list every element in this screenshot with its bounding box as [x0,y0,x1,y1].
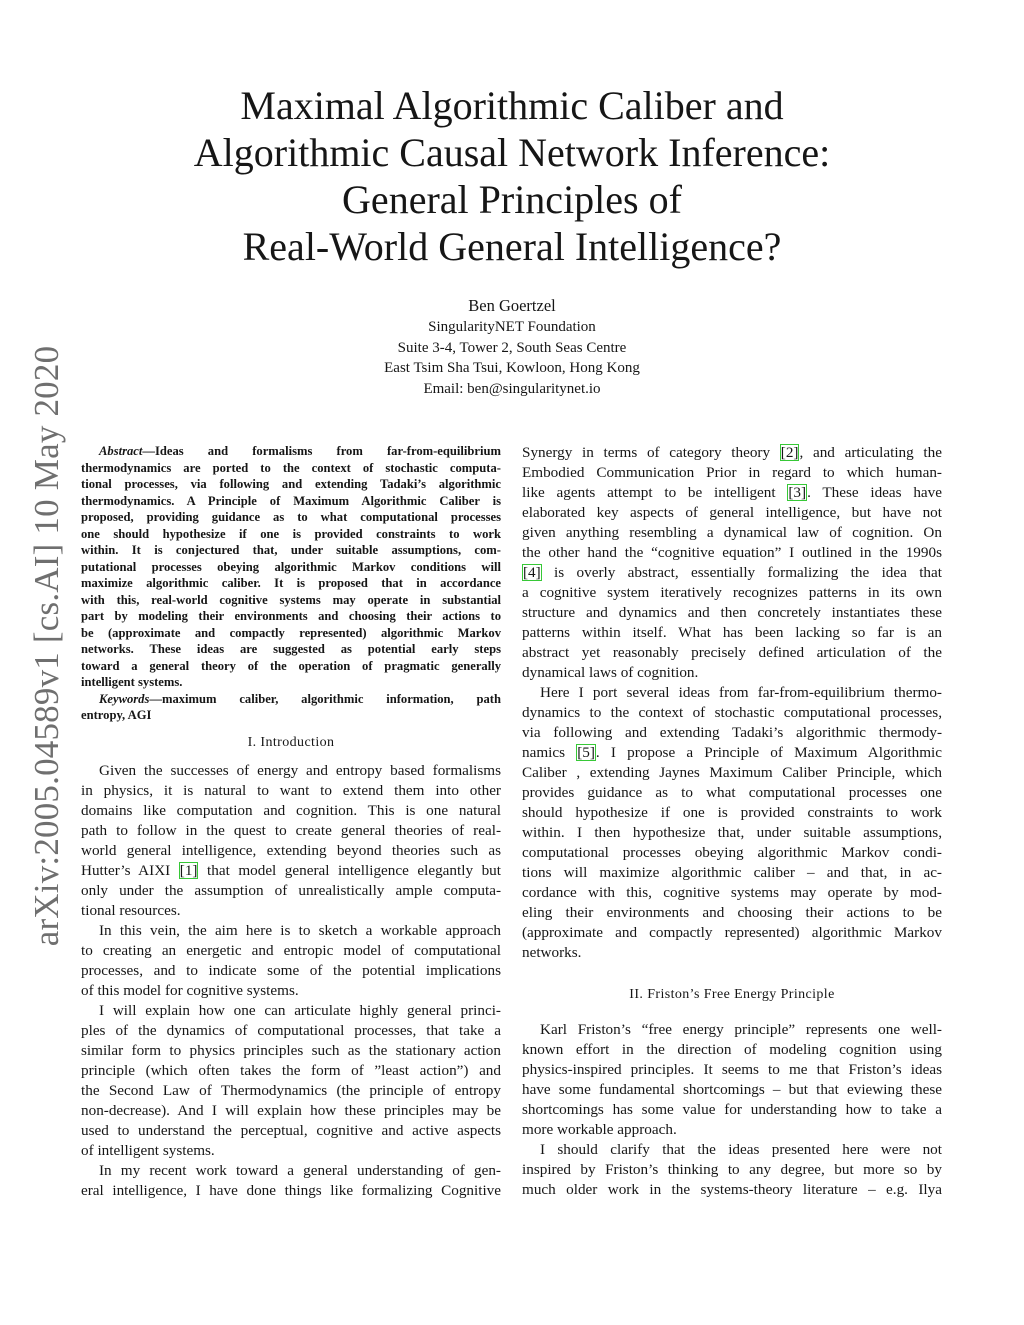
right-column [522,443,942,1200]
friston-body: Karl Friston’s “free energy principle” represents one well- known effort in the direction of modeling cognition using physics-inspired principles. It seems to me that Friston’s ideas have some fundamental shortcomings – but that eviewing these shortcomings has some value for understanding how to take a more workable approach. I should clarify that the ideas presented here were not inspired by Friston’s thinking to any degree, but more so by much older work in the systems-theory literature – e.g. Ilya [522,1021,942,1198]
title-line: Maximal Algorithmic Caliber and [240,83,784,128]
section-heading-introduction: I. Introduction [247,734,335,750]
title-line: Real-World General Intelligence? [242,224,782,269]
author-block [0,295,1024,399]
left-column [81,443,501,1201]
abstract: Abstract—Ideas and formalisms from far-from-equilibrium thermodynamics are ported to the context of stochastic computa- tional processes, via following and extending Tadaki’s algorithmic thermodynamics. A Principle of Maximum Algorithmic Caliber is proposed, providing guidance as to what computational processes one should hypothesize if one is provided constraints to work within. It is conjectured that, under suitable assumptions, com- putational processes obeying algorithmic Markov conditions will maximize algorithmic caliber. It is proposed that in accordance with this, real-world cognitive systems may operate in substantial part by modeling their environments and choosing their actions to be (approximate and compactly represented) algorithmic Markov networks. These ideas are suggested as potential early steps toward a general theory of the operation of pragmatic generally intelligent systems. Keywords—maximum caliber, algorithmic information, path entropy, AGI [81,444,501,722]
introduction-continued: Synergy in terms of category theory [2], and articulating the Embodied Communication Prior in regard to which human- like agents attempt to be intelligent [3]. These ideas have elaborated key aspects of general intelligence, but have not given anything resembling a dynamical law of cognition. On the other hand the “cognitive equation” I outlined in the 1990s [4] is overly abstract, essentially formalizing the idea that a cognitive system iteratively recognizes patterns in its own structure and dynamics and then concretely instantiates these patterns within itself. What has been lacking so far is an abstract yet reasonably precisely defined articulation of the dynamical laws of cognition. Here I port several ideas from far-from-equilibrium thermo- dynamics to the context of stochastic computational processes, via following and extending Tadaki’s algorithmic thermody- namics [5]. I propose a Principle of Maximum Algorithmic Caliber , extending Jaynes Maximum Caliber Principle, which provides guidance as to what computational processes one should hypothesize if one is provided constraints to work within. I then hypothesize that, under suitable assumptions, computational processes obeying algorithmic Markov condi- tions will maximize algorithmic caliber – and that, in ac- cordance with this, cognitive systems may operate by mod- eling their environments and choosing their actions to be (approximate and compactly represented) algorithmic Markov networks. [522,444,942,961]
author-address: East Tsim Sha Tsui, Kowloon, Hong Kong [384,360,640,376]
keywords: Keywords—maximum caliber, algorithmic information, path [99,691,501,706]
author-organization: SingularityNET Foundation [428,319,596,335]
abstract-label: Abstract [99,444,143,458]
author-name: Ben Goertzel [468,296,556,315]
citation-link[interactable]: [2] [780,444,799,461]
author-email: Email: ben@singularitynet.io [423,380,601,397]
introduction-body: Given the successes of energy and entropy based formalisms in physics, it is natural to want to extend them into other domains like computation and cognition. This is one natural path to follow in the quest to create general theories of real- world general intelligence, extending beyond theories such as Hutter’s AIXI [1] that model general intelligence elegantly but only under the assumption of unrealistically ample computa- tional resources. In this vein, the aim here is to sketch a workable approach to creating an energetic and entropic model of computational processes, and to indicate some of the potential implications of this model for cognitive systems. I will explain how one can articulate highly general princi- ples of the dynamics of computational processes, that take a similar form to physics principles such as the stationary action principle (which often takes the form of ”least action”) and the Second Law of Thermodynamics (the principle of entropy non-decrease). And I will explain how these principles may be used to understand the perceptual, cognitive and active aspects of intelligent systems. In my recent work toward a general understanding of gen- eral intelligence, I have done things like formalizing Cognitive [81,761,501,1199]
title-line: Algorithmic Causal Network Inference: [193,130,831,175]
citation-link[interactable]: [5] [577,744,595,761]
section-heading-friston: II. Friston’s Free Energy Principle [629,987,835,1002]
paper-title [0,82,1024,270]
title-line: General Principles of [342,177,682,222]
author-address: Suite 3-4, Tower 2, South Seas Centre [397,339,627,356]
arxiv-identifier: arXiv:2005.04589v1 [cs.AI] 10 May 2020 [27,345,66,947]
citation-link[interactable]: [1] [179,861,198,879]
citation-link[interactable]: [4] [523,564,541,581]
citation-link[interactable]: [3] [788,484,807,501]
keywords-label: Keywords [99,691,150,706]
